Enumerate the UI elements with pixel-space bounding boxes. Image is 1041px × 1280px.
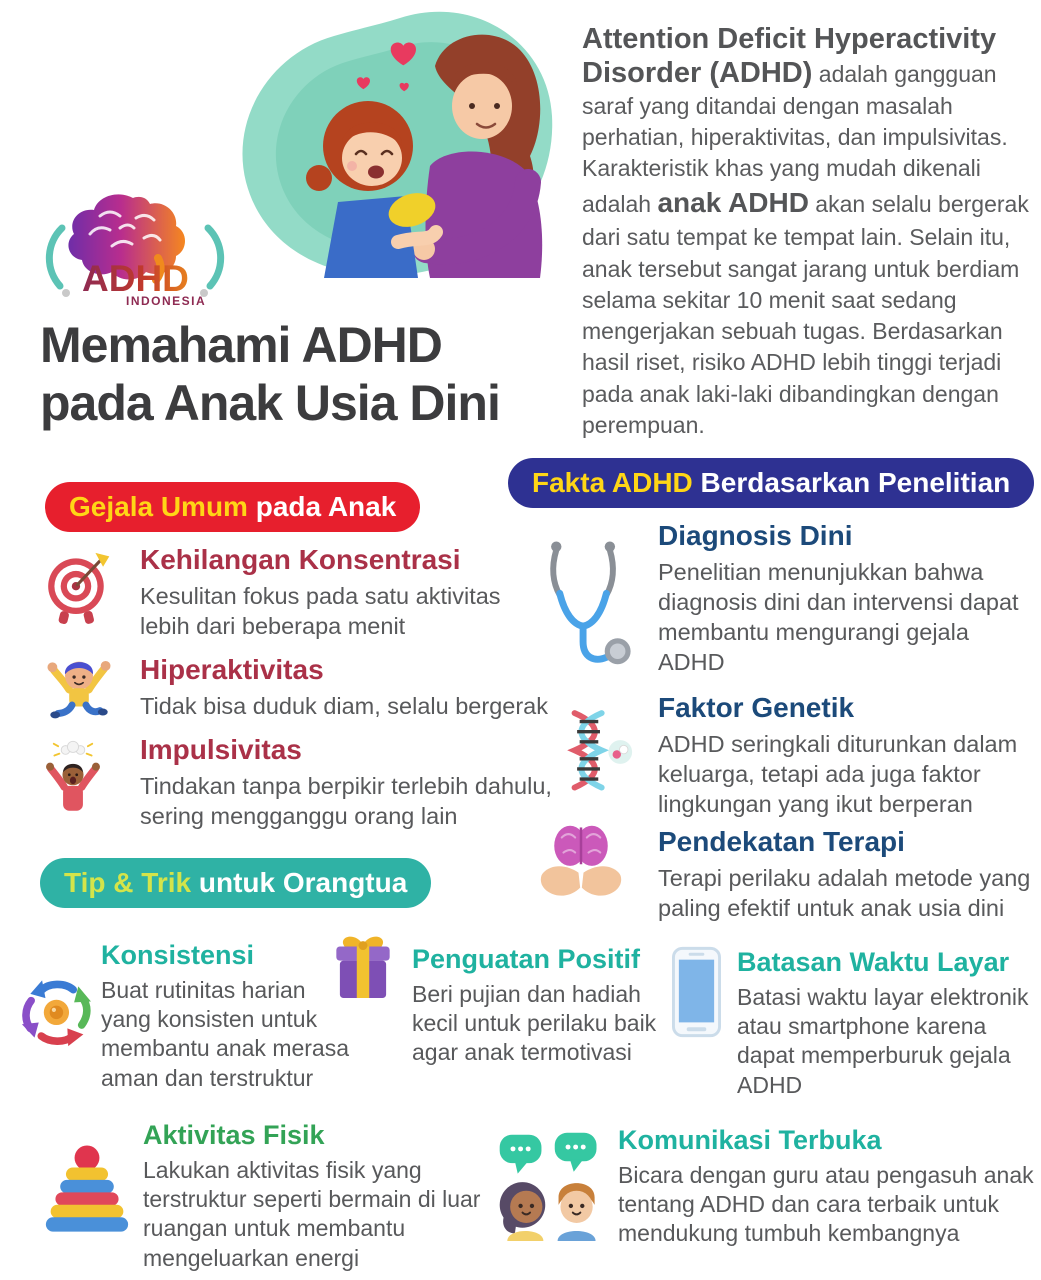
fact-item [658, 692, 1041, 819]
intro-text-1: adalah gangguan saraf yang ditandai dengan masalah perhatian, hiperaktivitas, dan impulsivitas. Karakteristik khas yang mudah dikenali adalah [582, 61, 1008, 218]
tip-item [618, 1125, 1041, 1249]
stacking-toy-icon [43, 1142, 131, 1236]
logo-subtitle: INDONESIA [126, 294, 207, 308]
symptom-item [140, 544, 535, 641]
fact-title: Pendekatan Terapi [658, 826, 905, 857]
symptoms-badge-highlight: Gejala Umum [69, 491, 256, 522]
symptoms-section-badge [45, 482, 420, 532]
smartphone-icon [672, 946, 721, 1038]
facts-badge-rest: Berdasarkan Penelitian [700, 467, 1011, 498]
fact-desc: ADHD seringkali diturunkan dalam keluarga, tetapi ada juga faktor lingkungan yang ikut berperan [658, 731, 1018, 818]
stethoscope-icon [527, 538, 640, 672]
tip-desc: Lakukan aktivitas fisik yang terstruktur seperti bermain di luar ruangan untuk membantu mengeluarkan energi [143, 1157, 481, 1271]
facts-badge-highlight: Fakta ADHD [532, 467, 701, 498]
intro-text-2: akan selalu bergerak dari satu tempat ke tempat lain. Selain itu, anak tersebut sangat jarang untuk berdiam selama sekitar 10 menit saat sedang mengerjakan sebuah tugas. Berdasarkan hasil riset, risiko ADHD lebih tinggi terjadi pada anak laki-laki dibandingkan dengan perempuan. [582, 191, 1029, 438]
symptom-title: Impulsivitas [140, 734, 302, 765]
tips-section-badge [40, 858, 431, 908]
tip-title: Komunikasi Terbuka [618, 1125, 882, 1155]
page-title-line1: Memahami ADHD [40, 317, 442, 373]
tip-item [737, 947, 1041, 1100]
tip-desc: Beri pujian dan hadiah kecil untuk perilaku baik agar anak termotivasi [412, 981, 657, 1066]
brain-logo-icon [40, 190, 230, 308]
tips-badge-highlight: Tip & Trik [64, 867, 199, 898]
facts-section-badge [508, 458, 1034, 508]
page-title [40, 316, 600, 432]
symptom-title: Kehilangan Konsentrasi [140, 544, 461, 575]
fact-title: Faktor Genetik [658, 692, 855, 723]
tip-desc: Buat rutinitas harian yang konsisten untuk membantu anak merasa aman dan terstruktur [101, 977, 350, 1091]
impulsive-child-icon [42, 731, 104, 821]
logo-wordmark: ADHD [82, 258, 189, 299]
hyperactive-child-icon [44, 646, 114, 720]
symptom-title: Hiperaktivitas [140, 654, 324, 685]
adhd-indonesia-logo [40, 190, 230, 313]
page-title-line2: pada Anak Usia Dini [40, 375, 500, 431]
tip-title: Aktivitas Fisik [143, 1120, 325, 1150]
symptom-desc: Kesulitan fokus pada satu aktivitas lebih dari beberapa menit [140, 583, 501, 640]
symptom-item [140, 734, 580, 831]
intro-lead-bold: Attention Deficit Hyperactivity Disorder (ADHD) [582, 23, 997, 90]
symptoms-badge-rest: pada Anak [255, 491, 397, 522]
talking-children-icon [494, 1126, 606, 1244]
tip-desc: Bicara dengan guru atau pengasuh anak tentang ADHD dan cara terbaik untuk mendukung tumbuh kembangnya [618, 1162, 1034, 1247]
dna-icon [549, 708, 634, 796]
fact-desc: Terapi perilaku adalah metode yang paling efektif untuk anak usia dini [658, 865, 1031, 922]
intro-paragraph [582, 22, 1034, 441]
fact-title: Diagnosis Dini [658, 520, 853, 551]
tip-title: Konsistensi [101, 940, 255, 970]
tip-item [101, 940, 351, 1093]
tip-title: Penguatan Positif [412, 944, 641, 974]
symptom-item [140, 654, 585, 721]
fact-desc: Penelitian menunjukkan bahwa diagnosis dini dan intervensi dapat membantu mengurangi gejala ADHD [658, 559, 1019, 676]
cycle-arrows-icon [16, 968, 96, 1056]
mother-hugging-child-illustration [230, 4, 565, 304]
tip-item [412, 944, 672, 1068]
tip-title: Batasan Waktu Layar [737, 947, 1010, 977]
tip-desc: Batasi waktu layar elektronik atau smartphone karena dapat memperburuk gejala ADHD [737, 984, 1029, 1098]
tips-badge-rest: untuk Orangtua [198, 867, 408, 898]
fact-item [658, 520, 1038, 677]
tip-item [143, 1120, 483, 1273]
brain-hands-icon [535, 815, 627, 911]
symptom-desc: Tindakan tanpa berpikir terlebih dahulu, sering mengganggu orang lain [140, 773, 552, 830]
symptom-desc: Tidak bisa duduk diam, selalu bergerak [140, 693, 548, 719]
intro-bold-anak-adhd: anak ADHD [657, 187, 809, 219]
target-icon [44, 550, 110, 628]
fact-item [658, 826, 1041, 923]
